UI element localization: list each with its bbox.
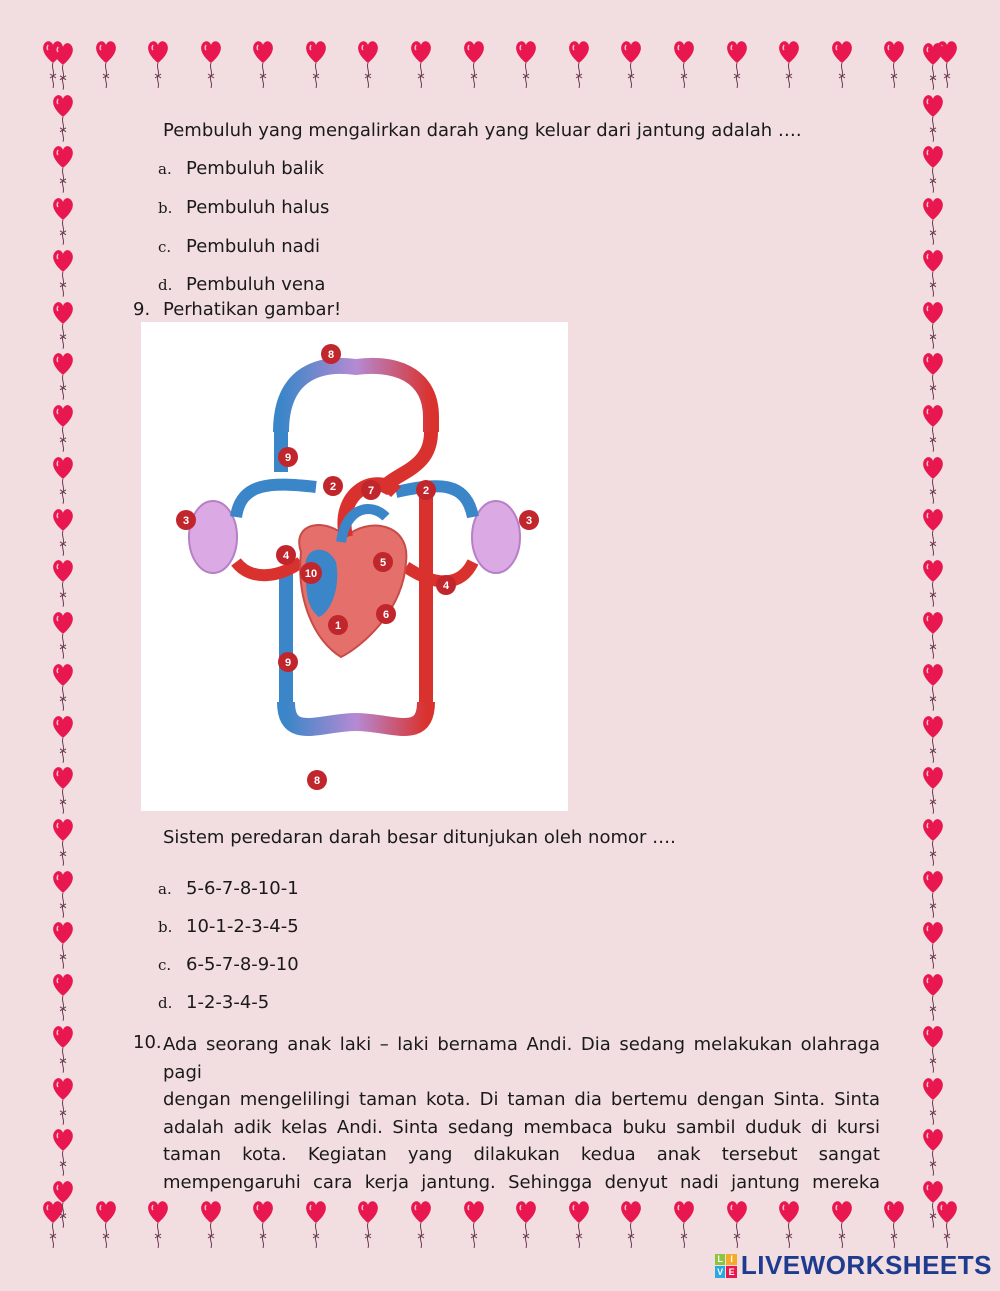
paragraph-line: taman kota. Kegiatan yang dilakukan kedua anak tersebut sangat xyxy=(163,1144,880,1165)
heart-balloon-icon xyxy=(303,38,329,90)
badge-1 xyxy=(328,615,348,635)
heart-balloon-icon xyxy=(566,38,592,90)
heart-balloon-icon xyxy=(50,350,76,402)
option-text: 1-2-3-4-5 xyxy=(186,992,270,1013)
option-letter: c. xyxy=(158,238,172,256)
heart-balloon-icon xyxy=(618,38,644,90)
badge-6 xyxy=(376,604,396,624)
heart-balloon-icon xyxy=(920,1075,946,1127)
left-lung xyxy=(189,501,237,573)
badge-2-left xyxy=(323,476,343,496)
question-10-paragraph xyxy=(163,1031,880,1196)
heart-balloon-icon xyxy=(50,971,76,1023)
heart-balloon-icon xyxy=(50,402,76,454)
question-9-option-c[interactable] xyxy=(158,954,299,975)
logo-letter: E xyxy=(726,1266,737,1278)
heart-balloon-icon xyxy=(50,454,76,506)
heart-balloon-icon xyxy=(920,609,946,661)
heart-balloon-icon xyxy=(618,1198,644,1250)
heart-balloon-icon xyxy=(50,661,76,713)
left-pulmonary-vein xyxy=(236,485,316,517)
right-lung xyxy=(472,501,520,573)
option-text: 6-5-7-8-9-10 xyxy=(186,954,299,975)
heart-balloon-icon xyxy=(920,247,946,299)
svg-text:3: 3 xyxy=(525,515,533,527)
heart-balloon-icon xyxy=(145,1198,171,1250)
heart-balloon-icon xyxy=(776,38,802,90)
heart-balloon-icon xyxy=(50,868,76,920)
heart-balloon-icon xyxy=(198,38,224,90)
logo-letter: L xyxy=(715,1254,726,1266)
option-letter: d. xyxy=(158,276,173,294)
heart-balloon-icon xyxy=(920,557,946,609)
heart-balloon-icon xyxy=(50,1023,76,1075)
heart-balloon-icon xyxy=(829,38,855,90)
heart-balloon-icon xyxy=(920,764,946,816)
badge-2-right xyxy=(416,480,436,500)
question-9-intro: Perhatikan gambar! xyxy=(163,299,342,320)
question-8-option-c[interactable] xyxy=(158,236,320,257)
heart-balloon-icon xyxy=(50,557,76,609)
question-9-option-b[interactable] xyxy=(158,916,299,937)
heart-balloon-icon xyxy=(408,1198,434,1250)
circulatory-system-diagram xyxy=(141,322,568,811)
left-balloon-border xyxy=(50,40,76,1230)
svg-text:10: 10 xyxy=(304,568,318,580)
heart-balloon-icon xyxy=(881,1198,907,1250)
heart-balloon-icon xyxy=(50,1126,76,1178)
logo-icon xyxy=(715,1254,737,1278)
top-balloon-border xyxy=(40,38,960,90)
question-9-stem: Sistem peredaran darah besar ditunjukan oleh nomor …. xyxy=(163,827,676,848)
svg-text:2: 2 xyxy=(329,481,337,493)
heart-balloon-icon xyxy=(881,38,907,90)
badge-9-bottom xyxy=(278,652,298,672)
option-letter: a. xyxy=(158,880,172,898)
heart-balloon-icon xyxy=(513,38,539,90)
option-text: Pembuluh vena xyxy=(186,274,326,295)
heart-balloon-icon xyxy=(198,1198,224,1250)
heart-balloon-icon xyxy=(920,402,946,454)
heart-balloon-icon xyxy=(50,40,76,92)
heart-balloon-icon xyxy=(355,38,381,90)
svg-text:7: 7 xyxy=(367,485,375,497)
heart-balloon-icon xyxy=(50,299,76,351)
heart-balloon-icon xyxy=(920,1178,946,1230)
bottom-balloon-border xyxy=(40,1198,960,1250)
option-letter: a. xyxy=(158,160,172,178)
heart-balloon-icon xyxy=(50,1075,76,1127)
heart-balloon-icon xyxy=(250,38,276,90)
heart-balloon-icon xyxy=(250,1198,276,1250)
svg-text:6: 6 xyxy=(382,609,390,621)
heart-balloon-icon xyxy=(920,454,946,506)
badge-4-right xyxy=(436,575,456,595)
heart-balloon-icon xyxy=(50,816,76,868)
upper-capillary-loop xyxy=(281,366,431,432)
heart-balloon-icon xyxy=(50,713,76,765)
heart-balloon-icon xyxy=(920,816,946,868)
circulatory-diagram-svg xyxy=(141,322,568,811)
svg-text:4: 4 xyxy=(282,550,290,562)
option-text: 10-1-2-3-4-5 xyxy=(186,916,299,937)
heart-balloon-icon xyxy=(50,609,76,661)
heart-balloon-icon xyxy=(408,38,434,90)
heart-balloon-icon xyxy=(50,247,76,299)
option-text: Pembuluh nadi xyxy=(186,236,321,257)
svg-text:1: 1 xyxy=(334,620,342,632)
heart-balloon-icon xyxy=(724,1198,750,1250)
svg-text:8: 8 xyxy=(327,349,335,361)
question-9-number: 9. xyxy=(133,299,151,320)
option-text: Pembuluh halus xyxy=(186,197,330,218)
svg-text:2: 2 xyxy=(422,485,430,497)
heart-balloon-icon xyxy=(920,92,946,144)
question-8-option-a[interactable] xyxy=(158,158,324,179)
heart-balloon-icon xyxy=(920,713,946,765)
svg-text:5: 5 xyxy=(379,557,387,569)
option-letter: b. xyxy=(158,918,173,936)
option-text: 5-6-7-8-10-1 xyxy=(186,878,299,899)
heart-balloon-icon xyxy=(93,1198,119,1250)
heart-balloon-icon xyxy=(724,38,750,90)
badge-7 xyxy=(361,480,381,500)
badge-4-left xyxy=(276,545,296,565)
logo-text: LIVEWORKSHEETS xyxy=(740,1250,992,1280)
liveworksheets-logo[interactable] xyxy=(715,1250,992,1281)
question-9-option-a[interactable] xyxy=(158,878,299,899)
heart-balloon-icon xyxy=(461,1198,487,1250)
question-8-stem: Pembuluh yang mengalirkan darah yang keluar dari jantung adalah …. xyxy=(163,120,802,141)
paragraph-line: dengan mengelilingi taman kota. Di taman dia bertemu dengan Sinta. Sinta xyxy=(163,1089,880,1110)
heart-balloon-icon xyxy=(920,299,946,351)
svg-text:4: 4 xyxy=(442,580,450,592)
heart-balloon-icon xyxy=(461,38,487,90)
heart-balloon-icon xyxy=(920,868,946,920)
heart-balloon-icon xyxy=(920,350,946,402)
badge-3-left xyxy=(176,510,196,530)
heart-balloon-icon xyxy=(50,1178,76,1230)
heart-balloon-icon xyxy=(920,143,946,195)
heart-balloon-icon xyxy=(566,1198,592,1250)
heart-balloon-icon xyxy=(920,919,946,971)
badge-8-bottom xyxy=(307,770,327,790)
right-balloon-border xyxy=(920,40,946,1230)
heart-balloon-icon xyxy=(829,1198,855,1250)
paragraph-line: Ada seorang anak laki – laki bernama Andi. Dia sedang melakukan olahraga pagi xyxy=(163,1034,880,1083)
svg-text:3: 3 xyxy=(182,515,190,527)
lower-capillary-loop xyxy=(286,702,426,727)
svg-text:9: 9 xyxy=(284,657,292,669)
svg-text:9: 9 xyxy=(284,452,292,464)
svg-text:8: 8 xyxy=(313,775,321,787)
question-10-number: 10. xyxy=(133,1032,162,1053)
heart-balloon-icon xyxy=(920,40,946,92)
question-8-option-d[interactable] xyxy=(158,274,325,295)
heart-balloon-icon xyxy=(671,38,697,90)
heart-balloon-icon xyxy=(50,506,76,558)
heart-balloon-icon xyxy=(920,1126,946,1178)
heart-balloon-icon xyxy=(920,661,946,713)
badge-8-top xyxy=(321,344,341,364)
question-9-option-d[interactable] xyxy=(158,992,269,1013)
badge-9-top xyxy=(278,447,298,467)
paragraph-line: mempengaruhi cara kerja jantung. Sehingga denyut nadi jantung mereka xyxy=(163,1171,880,1193)
question-8-option-b[interactable] xyxy=(158,197,329,218)
heart-balloon-icon xyxy=(303,1198,329,1250)
heart-balloon-icon xyxy=(50,195,76,247)
paragraph-line: adalah adik kelas Andi. Sinta sedang membaca buku sambil duduk di kursi xyxy=(163,1116,880,1138)
heart-balloon-icon xyxy=(50,764,76,816)
heart-balloon-icon xyxy=(776,1198,802,1250)
heart-balloon-icon xyxy=(920,1023,946,1075)
logo-letter: V xyxy=(715,1266,726,1278)
badge-3-right xyxy=(519,510,539,530)
heart-balloon-icon xyxy=(920,195,946,247)
heart-balloon-icon xyxy=(50,92,76,144)
option-text: Pembuluh balik xyxy=(186,158,325,179)
heart-balloon-icon xyxy=(93,38,119,90)
heart-balloon-icon xyxy=(920,971,946,1023)
heart-balloon-icon xyxy=(355,1198,381,1250)
heart-balloon-icon xyxy=(50,919,76,971)
heart-balloon-icon xyxy=(145,38,171,90)
heart-balloon-icon xyxy=(671,1198,697,1250)
badge-5 xyxy=(373,552,393,572)
heart-balloon-icon xyxy=(513,1198,539,1250)
logo-letter: I xyxy=(726,1254,737,1266)
heart-balloon-icon xyxy=(50,143,76,195)
left-pulmonary-artery xyxy=(236,562,301,575)
option-letter: c. xyxy=(158,956,172,974)
badge-10 xyxy=(300,562,322,584)
option-letter: b. xyxy=(158,199,173,217)
heart-balloon-icon xyxy=(920,506,946,558)
option-letter: d. xyxy=(158,994,173,1012)
